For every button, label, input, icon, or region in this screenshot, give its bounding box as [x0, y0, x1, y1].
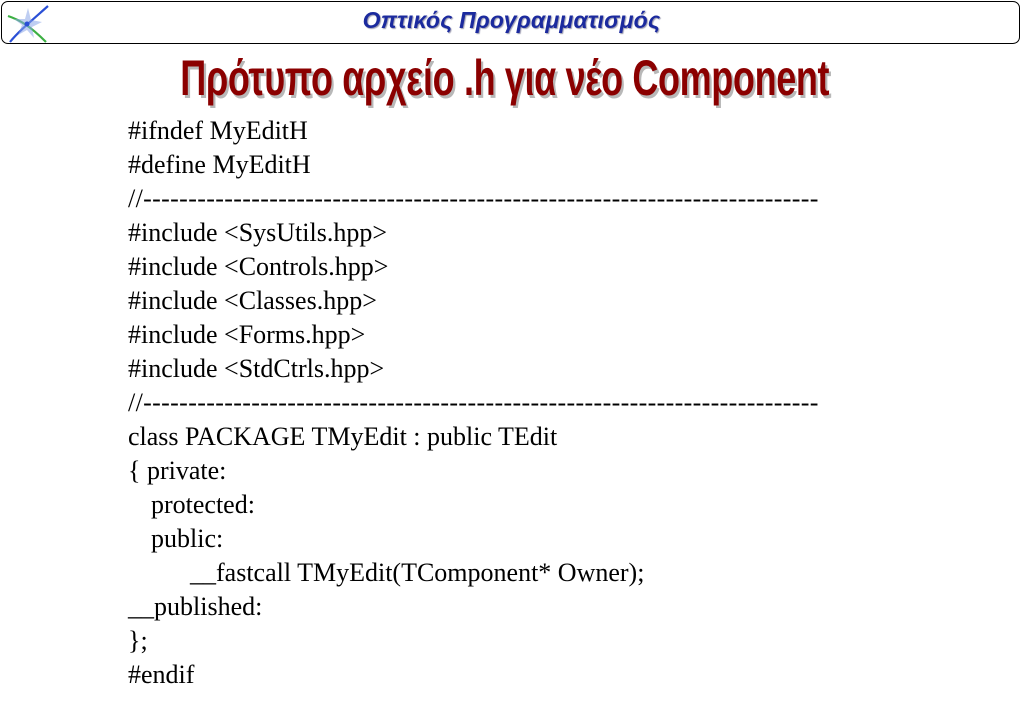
code-line: #ifndef MyEditH [128, 116, 308, 145]
code-divider-line: //--------------------------------------------------------------------------- [128, 388, 819, 417]
code-line: #define MyEditH [128, 150, 311, 179]
code-line: #include <Controls.hpp> [128, 252, 389, 281]
code-line: }; [128, 626, 148, 655]
code-line: { private: [128, 456, 227, 485]
code-line: #include <Classes.hpp> [128, 286, 377, 315]
code-line: #include <StdCtrls.hpp> [128, 354, 385, 383]
code-line: class PACKAGE TMyEdit : public TEdit [128, 422, 558, 451]
code-line: #include <SysUtils.hpp> [128, 218, 387, 247]
code-line: __published: [128, 592, 263, 621]
code-line: protected: [151, 490, 255, 519]
code-block [128, 114, 988, 692]
code-line: __fastcall TMyEdit(TComponent* Owner); [190, 558, 645, 587]
code-line: public: [151, 524, 224, 553]
code-divider-line: //--------------------------------------------------------------------------- [128, 184, 819, 213]
code-line: #endif [128, 660, 195, 689]
slide-title: Πρότυπο αρχείο .h για νέο Component [180, 50, 830, 106]
code-line: #include <Forms.hpp> [128, 320, 366, 349]
header-title: Οπτικός Προγραμματισμός [362, 7, 661, 33]
